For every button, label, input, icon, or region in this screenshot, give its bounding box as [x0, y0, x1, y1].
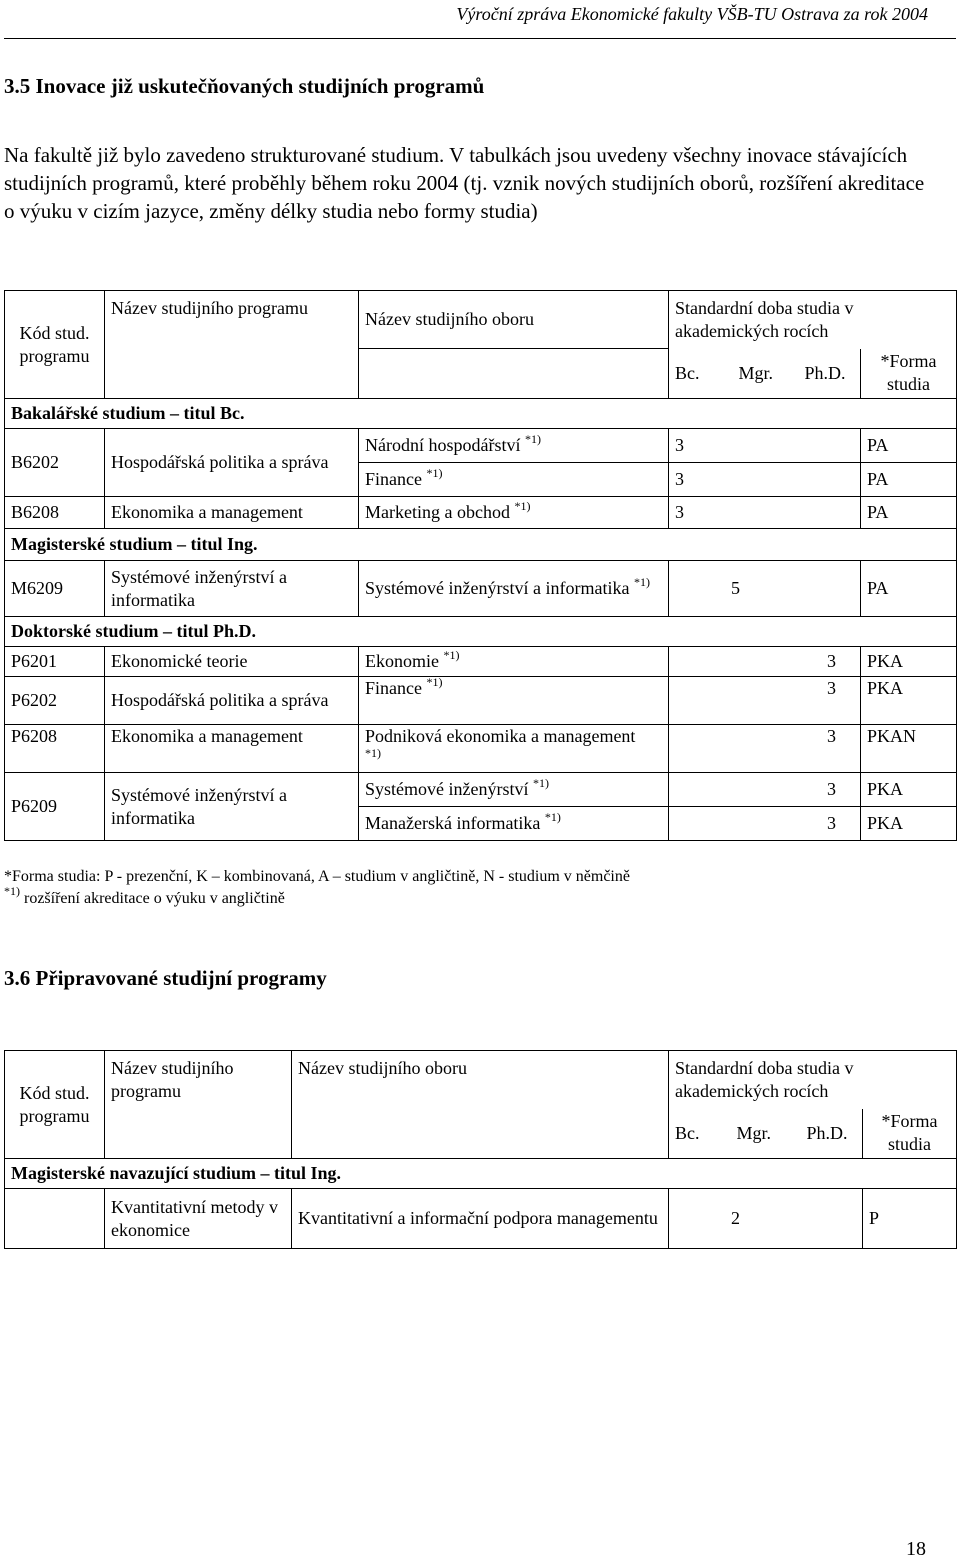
- table-cell-code: B6202: [5, 429, 105, 497]
- table-cell-years: 3: [669, 497, 861, 529]
- table-cell-field: Národní hospodářství $^{*1)}$: [359, 429, 669, 463]
- header-code: Kód stud. programu: [5, 1051, 105, 1159]
- planned-programs-table: [4, 1050, 957, 1249]
- table-cell-program: Ekonomika a management: [105, 725, 359, 773]
- section-title-3-6: 3.6 Připravované studijní programy: [4, 966, 327, 990]
- table-cell-program: Hospodářská politika a správa: [105, 677, 359, 725]
- table-cell-form: PKA: [861, 773, 957, 807]
- table-cell-field: Podniková ekonomika a management $^{*1)}$: [359, 725, 669, 773]
- header-form: *Forma studia: [863, 1109, 957, 1159]
- header-phd: Ph.D.: [804, 362, 846, 383]
- header-bc: Bc.: [669, 1109, 731, 1159]
- table-cell-field: Systémové inženýrství a informatika $^{*1)}$: [359, 561, 669, 617]
- footnote-extension: $^{*1)}$ rozšíření akreditace o výuku v angličtině: [4, 884, 285, 907]
- table-cell-program: Kvantitativní metody v ekonomice: [105, 1189, 292, 1249]
- table-cell-years: 3: [669, 647, 861, 677]
- table-cell-code: B6208: [5, 497, 105, 529]
- table-cell-program: Ekonomika a management: [105, 497, 359, 529]
- table-cell-field: Marketing a obchod $^{*1)}$: [359, 497, 669, 529]
- table-cell-years: 3: [669, 807, 861, 841]
- table-cell-years: 3: [669, 677, 861, 725]
- table-cell-form: PKA: [861, 647, 957, 677]
- table-cell-code: M6209: [5, 561, 105, 617]
- section-title-3-5: 3.5 Inovace již uskutečňovaných studijních programů: [4, 74, 485, 98]
- table-cell-program: Systémové inženýrství a informatika: [105, 561, 359, 617]
- table-cell-field: Kvantitativní a informační podpora managementu: [292, 1189, 669, 1249]
- table-cell-form: PA: [861, 497, 957, 529]
- header-field-blank: [359, 349, 669, 399]
- header-rule: [4, 38, 956, 39]
- table-cell-form: PA: [861, 429, 957, 463]
- intro-paragraph: Na fakultě již bylo zavedeno strukturované studium. V tabulkách jsou uvedeny všechny inovace stávajících studijních programů, které proběhly během roku 2004 (tj. vznik nových studijních oborů, rozšíření akreditace o výuku v cizím jazyce, změny délky studia nebo formy studia): [4, 143, 925, 223]
- header-mgr: Mgr.: [738, 362, 774, 383]
- header-duration: Standardní doba studia v akademických rocích: [669, 1051, 957, 1109]
- section-doctoral: Doktorské studium – titul Ph.D.: [5, 617, 957, 647]
- table-cell-years: 2: [669, 1189, 863, 1249]
- table-cell-code: P6209: [5, 773, 105, 841]
- table-cell-years: 3: [669, 463, 861, 497]
- table-cell-years: 5: [669, 561, 861, 617]
- table-cell-code: P6208: [5, 725, 105, 773]
- table-cell-code: P6202: [5, 677, 105, 725]
- table-cell-form: PA: [861, 561, 957, 617]
- table-cell-form: PKAN: [861, 725, 957, 773]
- table-cell-form: PA: [861, 463, 957, 497]
- footnote-form: *Forma studia: P - prezenční, K – kombinovaná, A – studium v angličtině, N - studium v němčině: [4, 868, 630, 885]
- header-bc: Bc.: [669, 349, 733, 399]
- running-head: Výroční zpráva Ekonomické fakulty VŠB-TU Ostrava za rok 2004: [456, 4, 928, 24]
- table-cell-years: 3: [669, 725, 861, 773]
- header-duration: Standardní doba studia v akademických rocích: [669, 291, 957, 349]
- table-cell-field: Finance $^{*1)}$: [359, 463, 669, 497]
- header-program: Název studijního programu: [105, 1051, 292, 1159]
- table-cell-form: PKA: [861, 807, 957, 841]
- header-code: Kód stud. programu: [5, 291, 105, 399]
- table-cell-field: Finance $^{*1)}$: [359, 677, 669, 725]
- header-program: Název studijního programu: [105, 291, 359, 399]
- header-phd: Ph.D.: [806, 1122, 848, 1143]
- table-cell-code: [5, 1189, 105, 1249]
- section-bachelor: Bakalářské studium – titul Bc.: [5, 399, 957, 429]
- table-cell-program: Ekonomické teorie: [105, 647, 359, 677]
- section-master-follow-up: Magisterské navazující studium – titul Ing.: [5, 1159, 957, 1189]
- table-cell-field: Ekonomie $^{*1)}$: [359, 647, 669, 677]
- section-master: Magisterské studium – titul Ing.: [5, 529, 957, 561]
- header-field: Název studijního oboru: [359, 291, 669, 349]
- table-cell-field: Systémové inženýrství $^{*1)}$: [359, 773, 669, 807]
- table-cell-program: Systémové inženýrství a informatika: [105, 773, 359, 841]
- table-cell-field: Manažerská informatika $^{*1)}$: [359, 807, 669, 841]
- table-cell-years: 3: [669, 773, 861, 807]
- table-cell-years: 3: [669, 429, 861, 463]
- header-mgr: Mgr.: [736, 1122, 772, 1143]
- page-number: 18: [906, 1538, 926, 1560]
- header-form: *Forma studia: [861, 349, 957, 399]
- header-field: Název studijního oboru: [292, 1051, 669, 1159]
- innovations-table: [4, 290, 957, 841]
- table-cell-code: P6201: [5, 647, 105, 677]
- table-cell-form: P: [863, 1189, 957, 1249]
- table-cell-form: PKA: [861, 677, 957, 725]
- table-cell-program: Hospodářská politika a správa: [105, 429, 359, 497]
